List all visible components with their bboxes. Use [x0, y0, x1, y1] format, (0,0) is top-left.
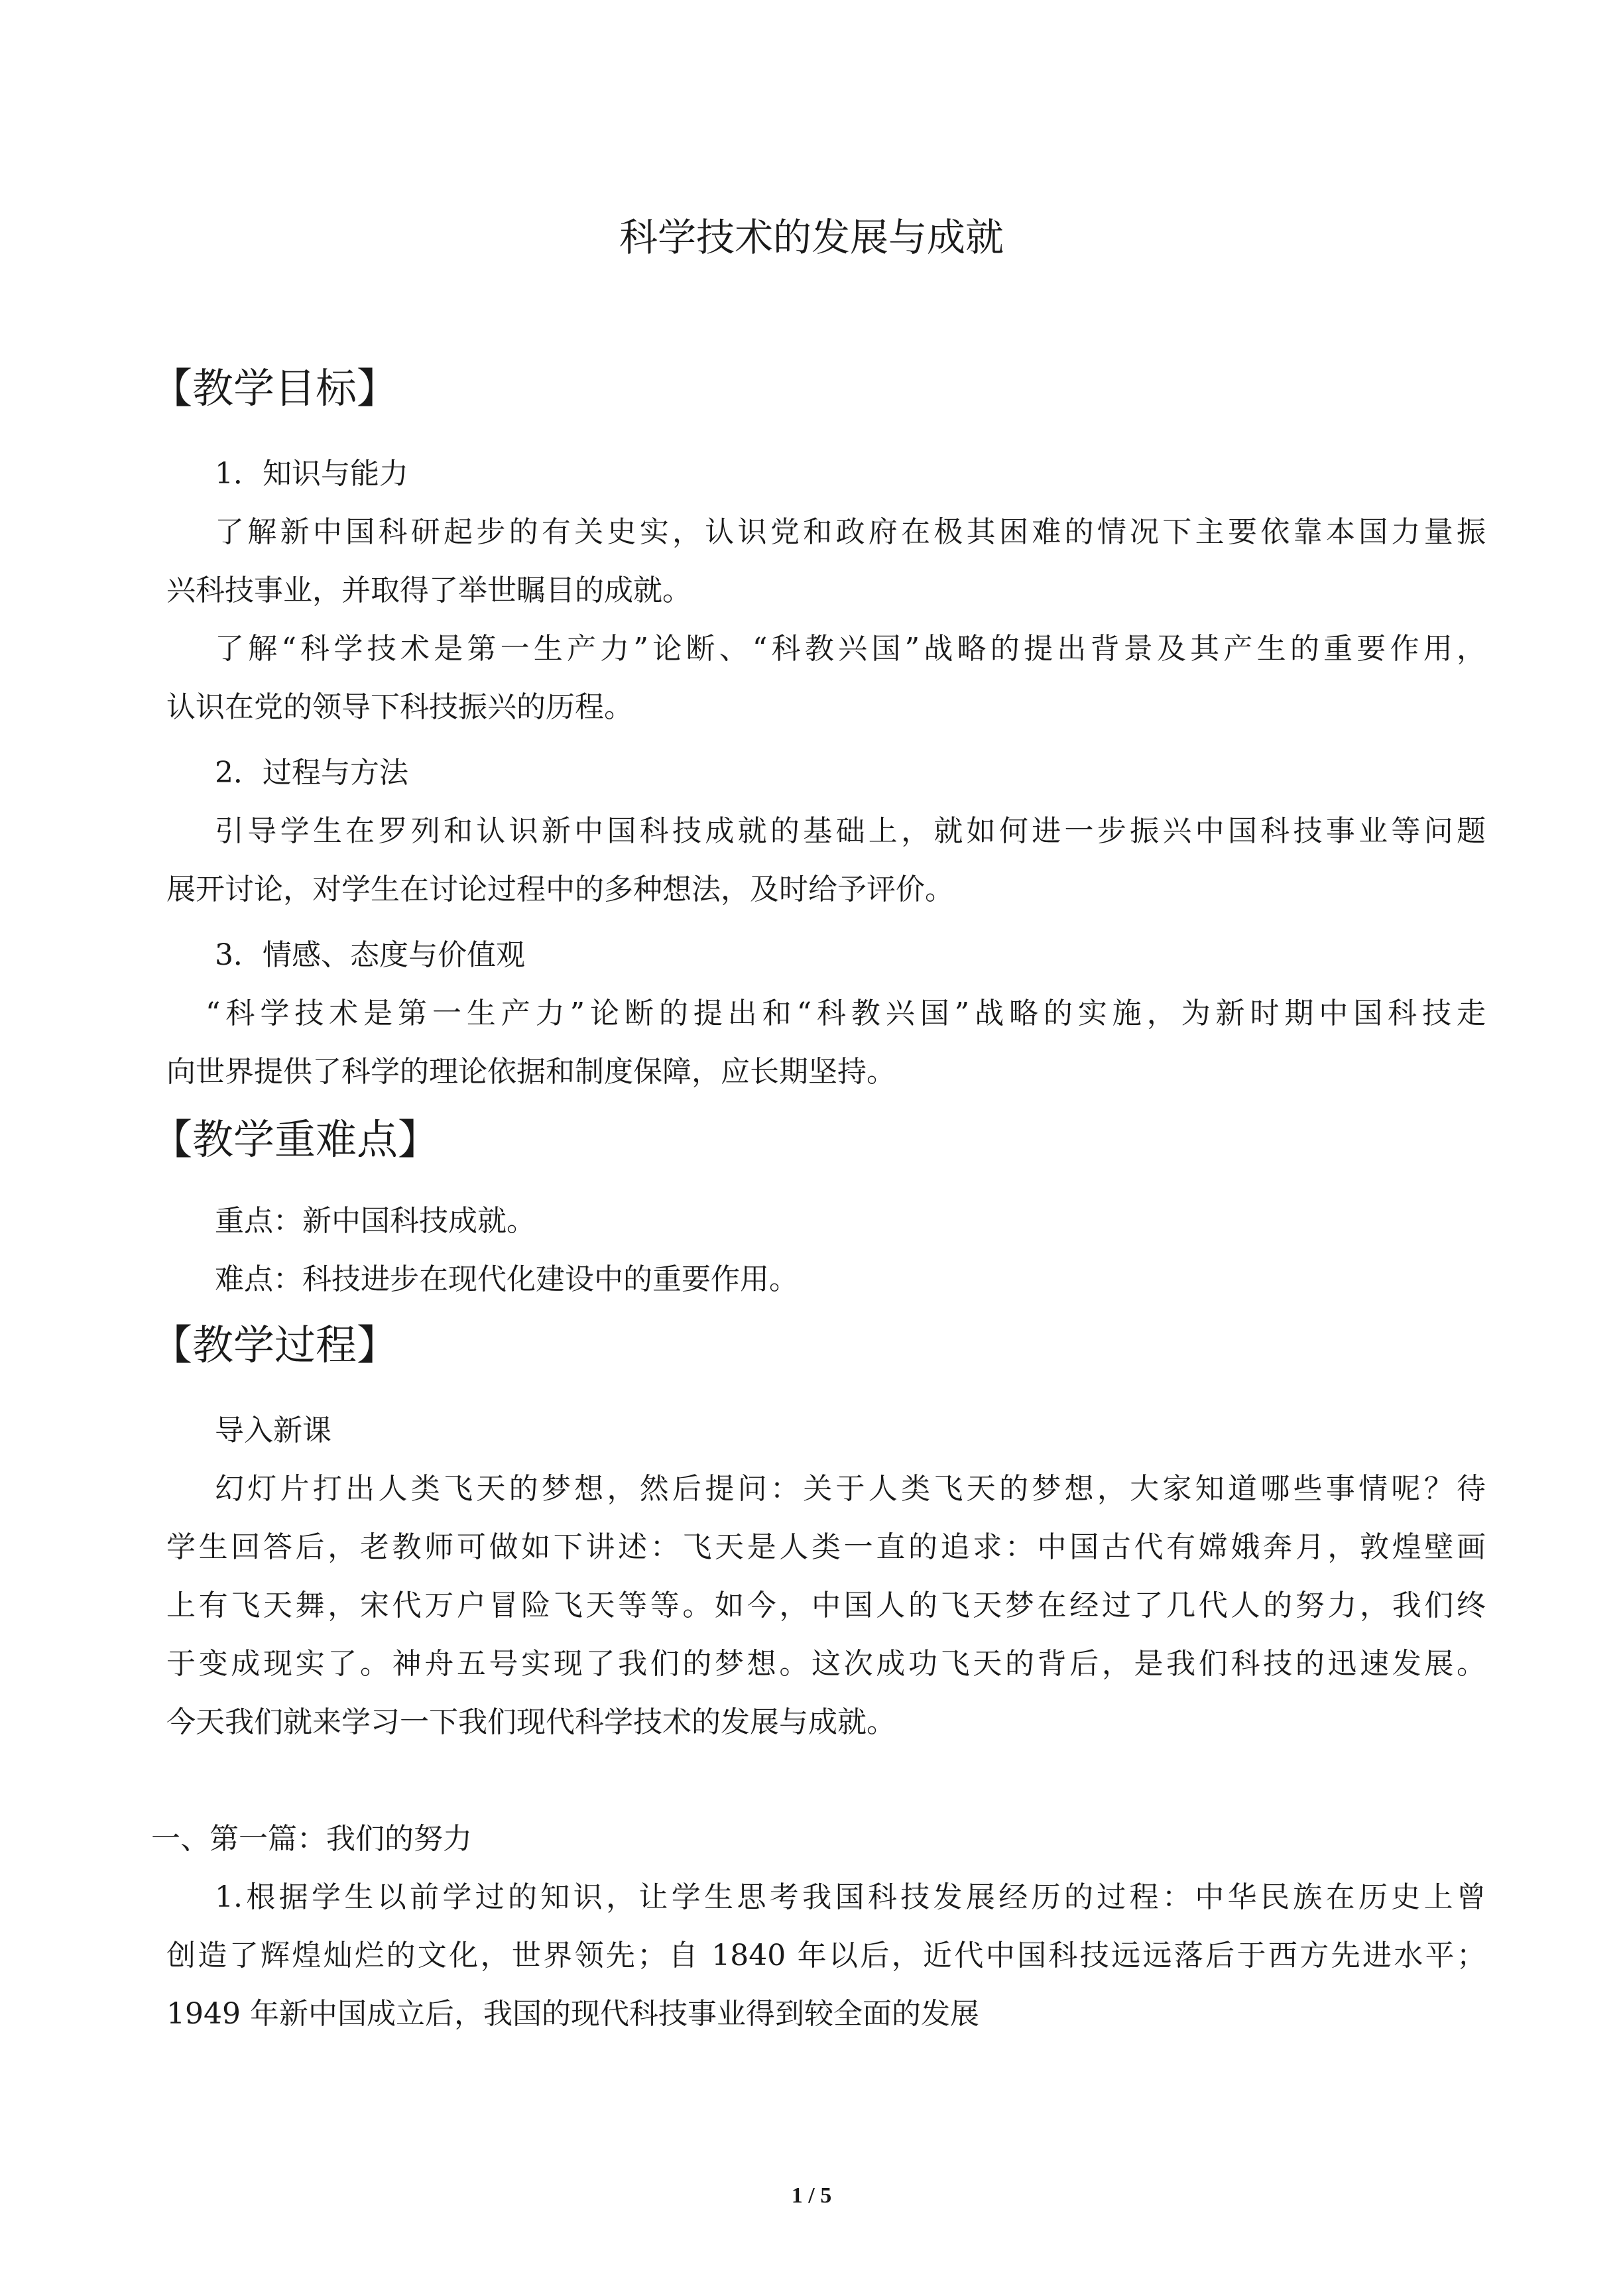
process-line-4: 上有飞天舞，宋代万户冒险飞天等等。如今，中国人的飞天梦在经过了几代人的努力，我们终: [166, 1589, 1486, 1622]
objectives-line-2: 了解新中国科研起步的有关史实，认识党和政府在极其困难的情况下主要依靠本国力量振: [215, 515, 1486, 549]
key-point-line-1: 重点：新中国科技成就。: [215, 1204, 536, 1238]
process-line-7: 一、第一篇：我们的努力: [151, 1822, 472, 1856]
objectives-line-3: 兴科技事业，并取得了举世瞩目的成就。: [166, 574, 691, 607]
page-number: 1 / 5: [791, 2183, 832, 2208]
process-line-5: 于变成现实了。神舟五号实现了我们的梦想。这次成功飞天的背后，是我们科技的迅速发展。: [166, 1647, 1486, 1681]
section-heading-process: 【教学过程】: [151, 1321, 398, 1369]
objectives-line-11: 向世界提供了科学的理论依据和制度保障，应长期坚持。: [166, 1055, 896, 1089]
process-line-1: 导入新课: [215, 1414, 331, 1447]
process-line-2: 幻灯片打出人类飞天的梦想，然后提问：关于人类飞天的梦想，大家知道哪些事情呢？待: [215, 1472, 1486, 1506]
objectives-line-10: “科学技术是第一生产力”论断的提出和“科教兴国”战略的实施，为新时期中国科技走: [206, 997, 1486, 1030]
document-title: 科学技术的发展与成就: [619, 215, 1004, 260]
process-line-8: 1.根据学生以前学过的知识，让学生思考我国科技发展经历的过程：中华民族在历史上曾: [215, 1880, 1486, 1914]
objectives-line-5: 认识在党的领导下科技振兴的历程。: [166, 690, 633, 724]
process-line-10: 1949 年新中国成立后，我国的现代科技事业得到较全面的发展: [166, 1997, 979, 2031]
objectives-line-7: 引导学生在罗列和认识新中国科技成就的基础上，就如何进一步振兴中国科技事业等问题: [215, 814, 1486, 848]
objectives-line-8: 展开讨论，对学生在讨论过程中的多种想法，及时给予评价。: [166, 873, 954, 906]
section-heading-key-points: 【教学重难点】: [151, 1115, 440, 1164]
section-heading-objectives: 【教学目标】: [151, 364, 398, 412]
process-line-6: 今天我们就来学习一下我们现代科学技术的发展与成就。: [166, 1705, 896, 1739]
process-line-9: 创造了辉煌灿烂的文化，世界领先；自 1840 年以后，近代中国科技远远落后于西方先进水平；: [166, 1939, 1486, 1972]
process-line-3: 学生回答后，老教师可做如下讲述：飞天是人类一直的追求：中国古代有嫦娥奔月，敦煌壁画: [166, 1530, 1486, 1564]
key-point-line-2: 难点：科技进步在现代化建设中的重要作用。: [215, 1262, 798, 1296]
objectives-line-6: 2．过程与方法: [215, 756, 408, 790]
objectives-line-9: 3．情感、态度与价值观: [215, 938, 525, 972]
objectives-line-1: 1．知识与能力: [215, 457, 408, 491]
objectives-line-4: 了解“科学技术是第一生产力”论断、“科教兴国”战略的提出背景及其产生的重要作用，: [215, 632, 1486, 666]
